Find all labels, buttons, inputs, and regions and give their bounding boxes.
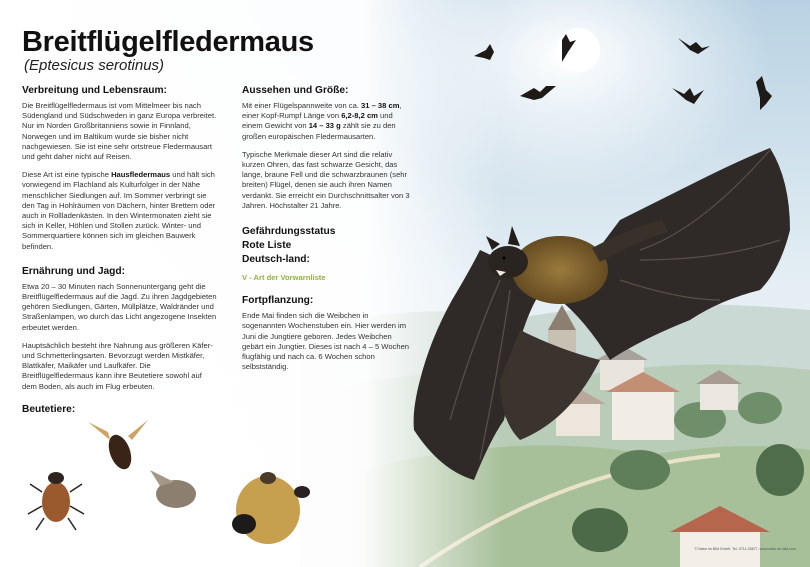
- verbreitung-paragraph-2: [22, 170, 218, 252]
- text-run: zählt sie zu den großen europäischen Fledermausarten.: [242, 121, 396, 141]
- verbreitung-paragraph-1: Die Breitflügelfledermaus ist vom Mittelmeer bis nach Südengland und Südschweden in ganz Europa verbreitet. Nur im Norden Großbritanniens sowie in Finnland, Norwegen und im Baltikum wurde sie bisher nicht nachgewiesen. Sie ist eine sehr ortstreue Fledermausart und geht daher nicht auf Reisen.: [22, 101, 217, 162]
- aussehen-paragraph-1: [242, 101, 414, 142]
- heading-beutetiere: Beutetiere:: [22, 404, 76, 415]
- heading-ernaehrung: Ernährung und Jagd:: [22, 265, 126, 277]
- text-run: Diese Art ist eine typische: [22, 170, 112, 180]
- ernaehrung-paragraph-2: Hauptsächlich besteht ihre Nahrung aus größeren Käfer- und Schmetterlingsarten. Bevorzugt werden Mistkäfer, Blattkäfer, Maikäfer und Laufkäfer. Die Breitflügelfledermaus kann ihre Beutetiere sowohl auf dem Boden, als auch im Flug erbeuten.: [22, 340, 213, 391]
- middle-column: [242, 85, 414, 380]
- weight-value: 14 – 33 g: [308, 121, 341, 131]
- ernaehrung-paragraph-1: Etwa 20 – 30 Minuten nach Sonnenuntergang geht die Breitflügelfledermaus auf die Jagd. Zu ihren Jagdgebieten gehören Siedlungen, Gärten, Müllplätze, Waldränder und Straßenlampen, wo durch das Licht angezogene Insekten erbeutet werden.: [22, 281, 217, 332]
- aussehen-paragraph-2: Typische Merkmale dieser Art sind die relativ kurzen Ohren, das fast schwarze Gesicht, das lange, braune Fell und die schwarzbraunen (sehr breiten) Flügel, denen sie auch ihren Namen verdankt. Sie erreicht ein Durchschnittsalter von 3 Jahren. Höchstalter 21 Jahre.: [242, 149, 410, 210]
- bat-body: [512, 236, 608, 304]
- heading-fortpflanzung: Fortpflanzung:: [242, 295, 314, 307]
- bat-head: [488, 246, 528, 278]
- text-run: Mit einer Flügelspannweite von ca.: [242, 101, 362, 110]
- highlight-hausfledermaus: Hausfledermaus: [111, 170, 171, 180]
- red-list-value: V - Art der Vorwarnliste: [242, 273, 326, 283]
- red-list-status: [242, 225, 414, 283]
- left-column: [22, 85, 218, 400]
- text-run: und einem Gewicht von: [242, 111, 393, 131]
- species-latin-name: (Eptesicus serotinus): [24, 57, 165, 74]
- text-run: , einer Kopf-Rumpf Länge von: [242, 101, 402, 121]
- body-length-value: 6,2-8,2 cm: [341, 111, 378, 121]
- copyright-notice: © Natur im Bild GmbH, Tel. 0711-25877, www.natur-im-bild.com: [694, 547, 796, 551]
- heading-gefaehrdungsstatus: Gefährdungsstatus Rote Liste Deutsch-land:: [242, 226, 336, 266]
- text-run: und hält sich vorwiegend im Flachland als Kulturfolger in der Nähe menschlicher Siedlungen auf. Im Sommer verbringt sie den Tag in Hohlräumen von Dächern, hinter Brettern oder auch in Rollladenkästen. In den Wintermonaten zieht sie sich in Keller, Höhlen und Stollen zurück. Winter- und Sommerquartiere können sich im gleichen Bauwerk befinden.: [22, 170, 216, 251]
- fortpflanzung-paragraph: Ende Mai finden sich die Weibchen in sogenannten Wochenstuben ein. Hier werden im Juni die Jungtiere geboren. Jedes Weibchen gebärt ein Jungtier. Dieses ist nach 4 – 5 Wochen flugfähig und nach ca. 6 Wochen schon selbstständig.: [242, 311, 410, 372]
- wingspan-value: 31 – 38 cm: [361, 101, 400, 110]
- heading-aussehen: Aussehen und Größe:: [242, 85, 349, 96]
- page-title: Breitflügelfledermaus: [22, 26, 314, 58]
- dung-beetle: [232, 514, 256, 534]
- heading-verbreitung: Verbreitung und Lebensraum:: [22, 85, 167, 96]
- cockchafer: [42, 482, 70, 522]
